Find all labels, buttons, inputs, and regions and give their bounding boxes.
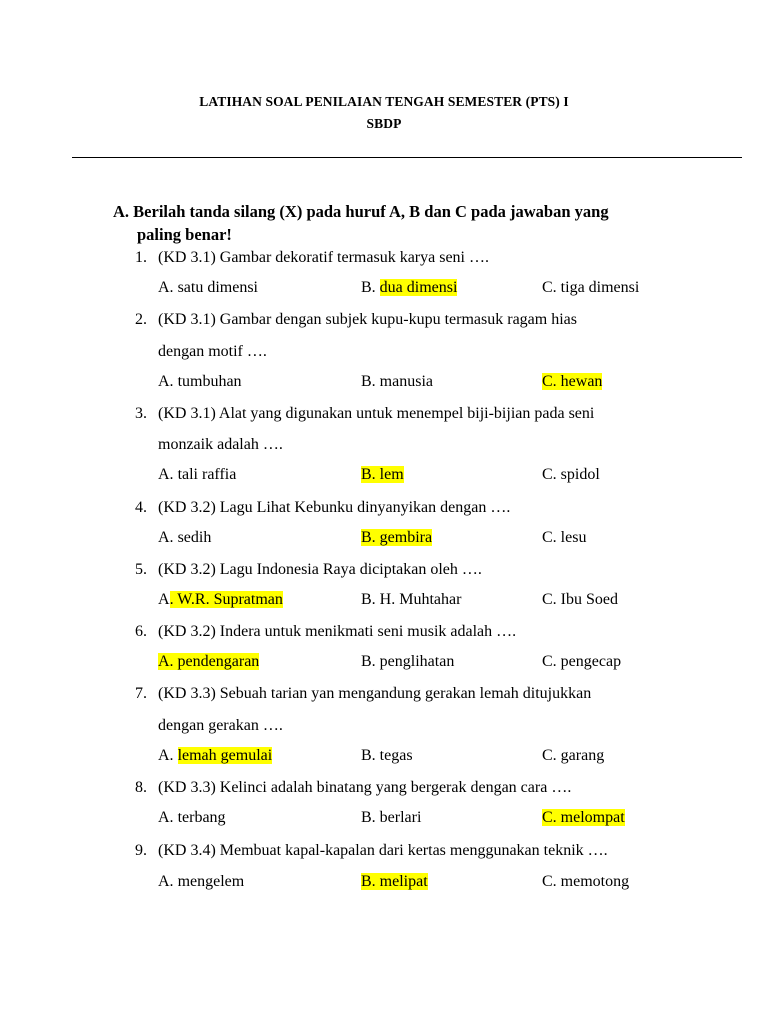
option-text: satu dimensi (177, 279, 258, 296)
option-prefix: B. (361, 373, 380, 390)
question-4-option-a[interactable] (158, 528, 211, 548)
question-5-option-c[interactable] (542, 590, 618, 610)
page-title: LATIHAN SOAL PENILAIAN TENGAH SEMESTER (PTS) I (199, 94, 569, 109)
option-text: mengelem (177, 873, 245, 890)
question-8-option-a[interactable] (158, 808, 226, 828)
header-divider (72, 157, 742, 158)
highlighted-answer: dua dimensi (379, 279, 458, 296)
question-9-text: (KD 3.4) Membuat kapal-kapalan dari kertas menggunakan teknik …. (158, 842, 608, 859)
option-prefix: C. (542, 529, 561, 546)
option-text: garang (560, 747, 605, 764)
question-2-text: (KD 3.1) Gambar dengan subjek kupu-kupu termasuk ragam hias (158, 311, 577, 328)
highlighted-answer: B. lem (361, 466, 404, 483)
question-number: 8. (135, 779, 147, 796)
option-prefix: C. (542, 873, 561, 890)
question-6-text: (KD 3.2) Indera untuk menikmati seni musik adalah …. (158, 623, 517, 640)
question-2-option-b[interactable] (361, 372, 433, 392)
question-4-option-b[interactable] (361, 528, 432, 548)
option-prefix: B. (361, 279, 380, 296)
question-3-text: (KD 3.1) Alat yang digunakan untuk menempel biji-bijian pada seni (158, 405, 595, 422)
option-prefix: B. (361, 809, 380, 826)
option-text: tali raffia (177, 466, 237, 483)
question-9-option-b[interactable] (361, 872, 428, 892)
option-prefix: B. (361, 591, 380, 608)
option-text: pengecap (560, 653, 622, 670)
question-number: 9. (135, 842, 147, 859)
option-text: manusia (379, 373, 433, 390)
option-text: berlari (379, 809, 422, 826)
question-number: 7. (135, 685, 147, 702)
question-5-option-a[interactable] (158, 590, 283, 610)
question-6-option-c[interactable] (542, 652, 621, 672)
option-prefix: A. (158, 529, 178, 546)
option-text: tegas (379, 747, 413, 764)
question-2-text-cont: dengan motif …. (158, 343, 267, 360)
question-4-text: (KD 3.2) Lagu Lihat Kebunku dinyanyikan dengan …. (158, 499, 511, 516)
question-1-option-b[interactable] (361, 278, 457, 298)
question-3-option-c[interactable] (542, 465, 600, 485)
option-prefix: C. (542, 747, 561, 764)
question-2-option-a[interactable] (158, 372, 242, 392)
option-prefix: A. (158, 873, 178, 890)
highlighted-answer: B. melipat (361, 873, 428, 890)
question-number: 3. (135, 405, 147, 422)
option-text: sedih (177, 529, 212, 546)
question-8-text: (KD 3.3) Kelinci adalah binatang yang bergerak dengan cara …. (158, 779, 572, 796)
option-prefix: A. (158, 747, 178, 764)
option-text: terbang (177, 809, 226, 826)
option-text: H. Muhtahar (379, 591, 462, 608)
question-6-option-b[interactable] (361, 652, 454, 672)
question-number: 6. (135, 623, 147, 640)
question-number: 5. (135, 561, 147, 578)
highlighted-answer: C. melompat (542, 809, 625, 826)
question-3-option-b[interactable] (361, 465, 404, 485)
question-4-option-c[interactable] (542, 528, 586, 548)
question-number: 1. (135, 249, 147, 266)
highlighted-answer: A. pendengaran (158, 653, 260, 670)
question-7-text: (KD 3.3) Sebuah tarian yan mengandung gerakan lemah ditujukkan (158, 685, 592, 702)
question-7-text-cont: dengan gerakan …. (158, 717, 283, 734)
option-text: lesu (560, 529, 587, 546)
option-text: tiga dimensi (560, 279, 640, 296)
option-text: tumbuhan (177, 373, 242, 390)
section-instruction (113, 200, 609, 246)
question-8-option-b[interactable] (361, 808, 421, 828)
option-prefix: A. (158, 373, 178, 390)
option-prefix: A. (158, 466, 178, 483)
highlighted-answer: . W.R. Supratman (169, 591, 283, 608)
option-text: Ibu Soed (560, 591, 618, 608)
question-3-text-cont: monzaik adalah …. (158, 436, 283, 453)
instruction-line-2: paling benar! (137, 225, 232, 244)
option-prefix: A. (158, 809, 178, 826)
question-7-option-a[interactable] (158, 746, 272, 766)
option-text: spidol (560, 466, 600, 483)
page-subtitle: SBDP (366, 116, 402, 131)
question-7-option-b[interactable] (361, 746, 413, 766)
option-prefix: A. (158, 279, 178, 296)
option-prefix: B. (361, 653, 380, 670)
highlighted-answer: lemah gemulai (177, 747, 273, 764)
question-number: 4. (135, 499, 147, 516)
question-1-option-a[interactable] (158, 278, 258, 298)
option-prefix: A (158, 591, 170, 608)
instruction-line-1: Berilah tanda silang (X) pada huruf A, B dan C pada jawaban yang (133, 202, 609, 221)
question-5-option-b[interactable] (361, 590, 461, 610)
section-label: A. (113, 202, 130, 221)
question-6-option-a[interactable] (158, 652, 259, 672)
question-1-option-c[interactable] (542, 278, 639, 298)
question-9-option-c[interactable] (542, 872, 629, 892)
option-prefix: C. (542, 466, 561, 483)
option-text: memotong (560, 873, 630, 890)
question-7-option-c[interactable] (542, 746, 604, 766)
option-prefix: C. (542, 653, 561, 670)
question-number: 2. (135, 311, 147, 328)
question-8-option-c[interactable] (542, 808, 625, 828)
question-9-option-a[interactable] (158, 872, 244, 892)
option-prefix: B. (361, 747, 380, 764)
option-prefix: C. (542, 279, 561, 296)
option-prefix: C. (542, 591, 561, 608)
question-2-option-c[interactable] (542, 372, 602, 392)
highlighted-answer: B. gembira (361, 529, 433, 546)
option-text: penglihatan (379, 653, 455, 670)
highlighted-answer: C. hewan (542, 373, 603, 390)
question-1-text: (KD 3.1) Gambar dekoratif termasuk karya seni …. (158, 249, 489, 266)
question-5-text: (KD 3.2) Lagu Indonesia Raya diciptakan oleh …. (158, 561, 482, 578)
question-3-option-a[interactable] (158, 465, 236, 485)
